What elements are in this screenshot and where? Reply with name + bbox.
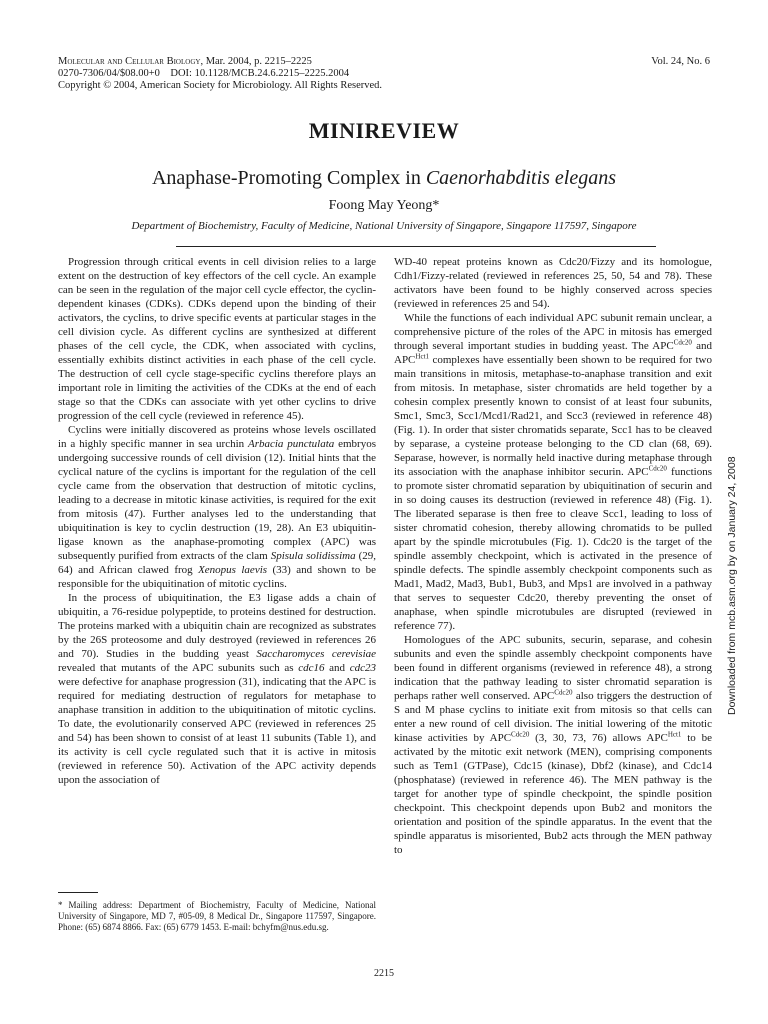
footnote-divider	[58, 892, 98, 893]
paragraph: Progression through critical events in cell division relies to a large extent on the destruction of key effectors of the cell cycle. An example can be seen in the regulation of the major cell cycle effector, the cyclin-dependent kinases (CDKs). CDKs depend upon the binding of their activators, the cyclins, to drive specific events at particular stages in the cell division cycle. As different cyclins are synthesized at different phases of the cell cycle, the CDK, when associated with cyclins, essentially exhibits distinct activities in each phase of the cell cycle. The destruction of cell cycle stage-specific cyclins therefore plays an important role in limiting the activities of the CDKs at the end of each stage so that the CDKs can associate with yet other cyclins to drive progression of the cell cycle (reviewed in reference 45).	[58, 256, 376, 422]
article-title	[0, 167, 768, 190]
corresponding-author-footnote: * Mailing address: Department of Biochemistry, Faculty of Medicine, National University of Singapore, MD 7, #05-09, 8 Medical Dr., Singapore 117597, Singapore. Phone: (65) 6874 8866. Fax: (65) 6779 1453. E-mail: bchyfm@nus.edu.sg.	[58, 900, 376, 932]
author-name: Foong May Yeong*	[328, 198, 440, 213]
journal-header	[58, 56, 618, 92]
volume-issue: Vol. 24, No. 6	[651, 56, 710, 67]
download-watermark: Downloaded from mcb.asm.org by on January 24, 2008	[726, 456, 738, 715]
paragraph: In the process of ubiquitination, the E3 ligase adds a chain of ubiquitin, a 76-residue polypeptide, to proteins destined for destruction. The proteins marked with a ubiquitin chain are recognized as substrates by the 26S proteosome and duly destroyed (reviewed in references 26 and 70). Studies in the budding yeast Saccharomyces cerevisiae revealed that mutants of the APC subunits such as cdc16 and cdc23 were defective for anaphase progression (31), indicating that the APC is required for mediating destruction of regulators for metaphase to anaphase transition in addition to the ubiquitination of mitotic cyclins. To date, the evolutionarily conserved APC (reviewed in references 25 and 54) has been shown to consist of at least 11 subunits (Table 1), and its activity is cell cycle regulated such that it is active in mitosis (reviewed in reference 50). Activation of the APC activity depends upon the association of	[58, 592, 377, 786]
paragraph: Cyclins were initially discovered as proteins whose levels oscillated in a highly specific manner in sea urchin Arbacia punctulata embryos undergoing successive rounds of cell division (12). Initial hints that the cyclical nature of the cyclins is important for the regulation of the cell cycle came from the observation that destruction of mitotic cyclins, leading to a decrease in mitotic kinase activities, is required for the exit from mitosis (47). Further analyses led to the understanding that ubiquitination is key to cyclin destruction (19, 28). An E3 ubiquitin-ligase known as the anaphase-promoting complex (APC) was subsequently purified from extracts of the clam Spisula solidissima (29, 64) and African clawed frog Xenopus laevis (33) and shown to be responsible for the ubiquitination of mitotic cyclins.	[58, 424, 376, 590]
paragraph: WD-40 repeat proteins known as Cdc20/Fizzy and its homologue, Cdh1/Fizzy-related (reviewed in references 25, 50, 54 and 78). These activators have been found to be highly conserved across species (reviewed in references 25 and 54).	[394, 256, 712, 310]
title-divider	[176, 246, 656, 247]
copyright-line: Copyright © 2004, American Society for Microbiology. All Rights Reserved.	[58, 80, 383, 91]
left-column	[58, 255, 376, 787]
title-species: Caenorhabditis elegans	[425, 167, 617, 189]
title-prefix: Anaphase-Promoting Complex in	[151, 167, 426, 189]
author-affiliation: Department of Biochemistry, Faculty of Medicine, National University of Singapore, Singapore 117597, Singapore	[131, 220, 637, 232]
page-number: 2215	[374, 968, 394, 979]
section-title: MINIREVIEW	[308, 118, 460, 143]
citation-details: , Mar. 2004, p. 2215–2225	[200, 56, 312, 67]
right-column	[394, 255, 712, 857]
paragraph: Homologues of the APC subunits, securin, separase, and cohesin subunits and even the spindle assembly checkpoint components have been found in different organisms (reviewed in reference 48), a strong indication that the pathway leading to sister chromatid separation is perhaps rather well conserved. $APC^{Cdc20}$ also triggers the destruction of S and M phase cyclins to initiate exit from mitosis so that cells can enter a new round of cell division. The initial lowering of the mitotic kinase activities by $APC^{Cdc20}$ (3, 30, 73, 76) allows $APC^{Hct1}$ to be activated by the mitotic exit network (MEN), comprising components such as Tem1 (GTPase), Cdc15 (kinase), Dbf2 (kinase), and Cdc14 (phosphatase) (reviewed in reference 46). The MEN pathway is the target for another type of spindle checkpoint, the spindle position checkpoint. This checkpoint depends upon Bub2 and monitors the orientation and position of the spindle apparatus. In the event that the spindle apparatus is misoriented, Bub2 acts through the MEN pathway to	[394, 634, 712, 856]
citation-line	[58, 56, 618, 68]
doi-line: 0270-7306/04/$08.00+0 DOI: 10.1128/MCB.24.6.2215–2225.2004	[58, 68, 350, 79]
paragraph: While the functions of each individual APC subunit remain unclear, a comprehensive picture of the roles of the APC in mitosis has emerged through several important studies in budding yeast. The $APC^{Cdc20}$ and $APC^{Hct1}$ complexes have essentially been shown to be required for two main transitions in mitosis, metaphase-to-anaphase transition and exit from mitosis. In metaphase, sister chromatids are held together by a cohesin complex presently known to consist of at least four subunits, Smc1, Smc3, Scc1/Mcd1/Rad21, and Scc3 (reviewed in reference 48) (Fig. 1). In order that sister chromatids separate, Scc1 has to be cleaved by separase, a cysteine protease belonging to the CD clan (68, 69). Separase, however, is normally held inactive during metaphase through its association with the anaphase inhibitor securin. $APC^{Cdc20}$ functions to promote sister chromatid separation by ubiquitination of securin and in so doing causes its destruction (reviewed in reference 48) (Fig. 1). The liberated separase is then free to cleave Scc1, leading to loss of sister chromatid cohesion, thereby allowing chromatids to be pulled apart by the spindle microtubules (Fig. 1). Cdc20 is the target of the spindle assembly checkpoint, which is activated in the presence of spindle defects. The spindle assembly checkpoint components such as Mad1, Mad2, Mad3, Bub1, Bub3, and Mps1 are involved in a pathway that serves to sequester Cdc20, thereby preventing the onset of anaphase, when spindle microtubules are disrupted (reviewed in reference 77).	[394, 312, 712, 632]
journal-name: Molecular and Cellular Biology	[58, 56, 201, 67]
